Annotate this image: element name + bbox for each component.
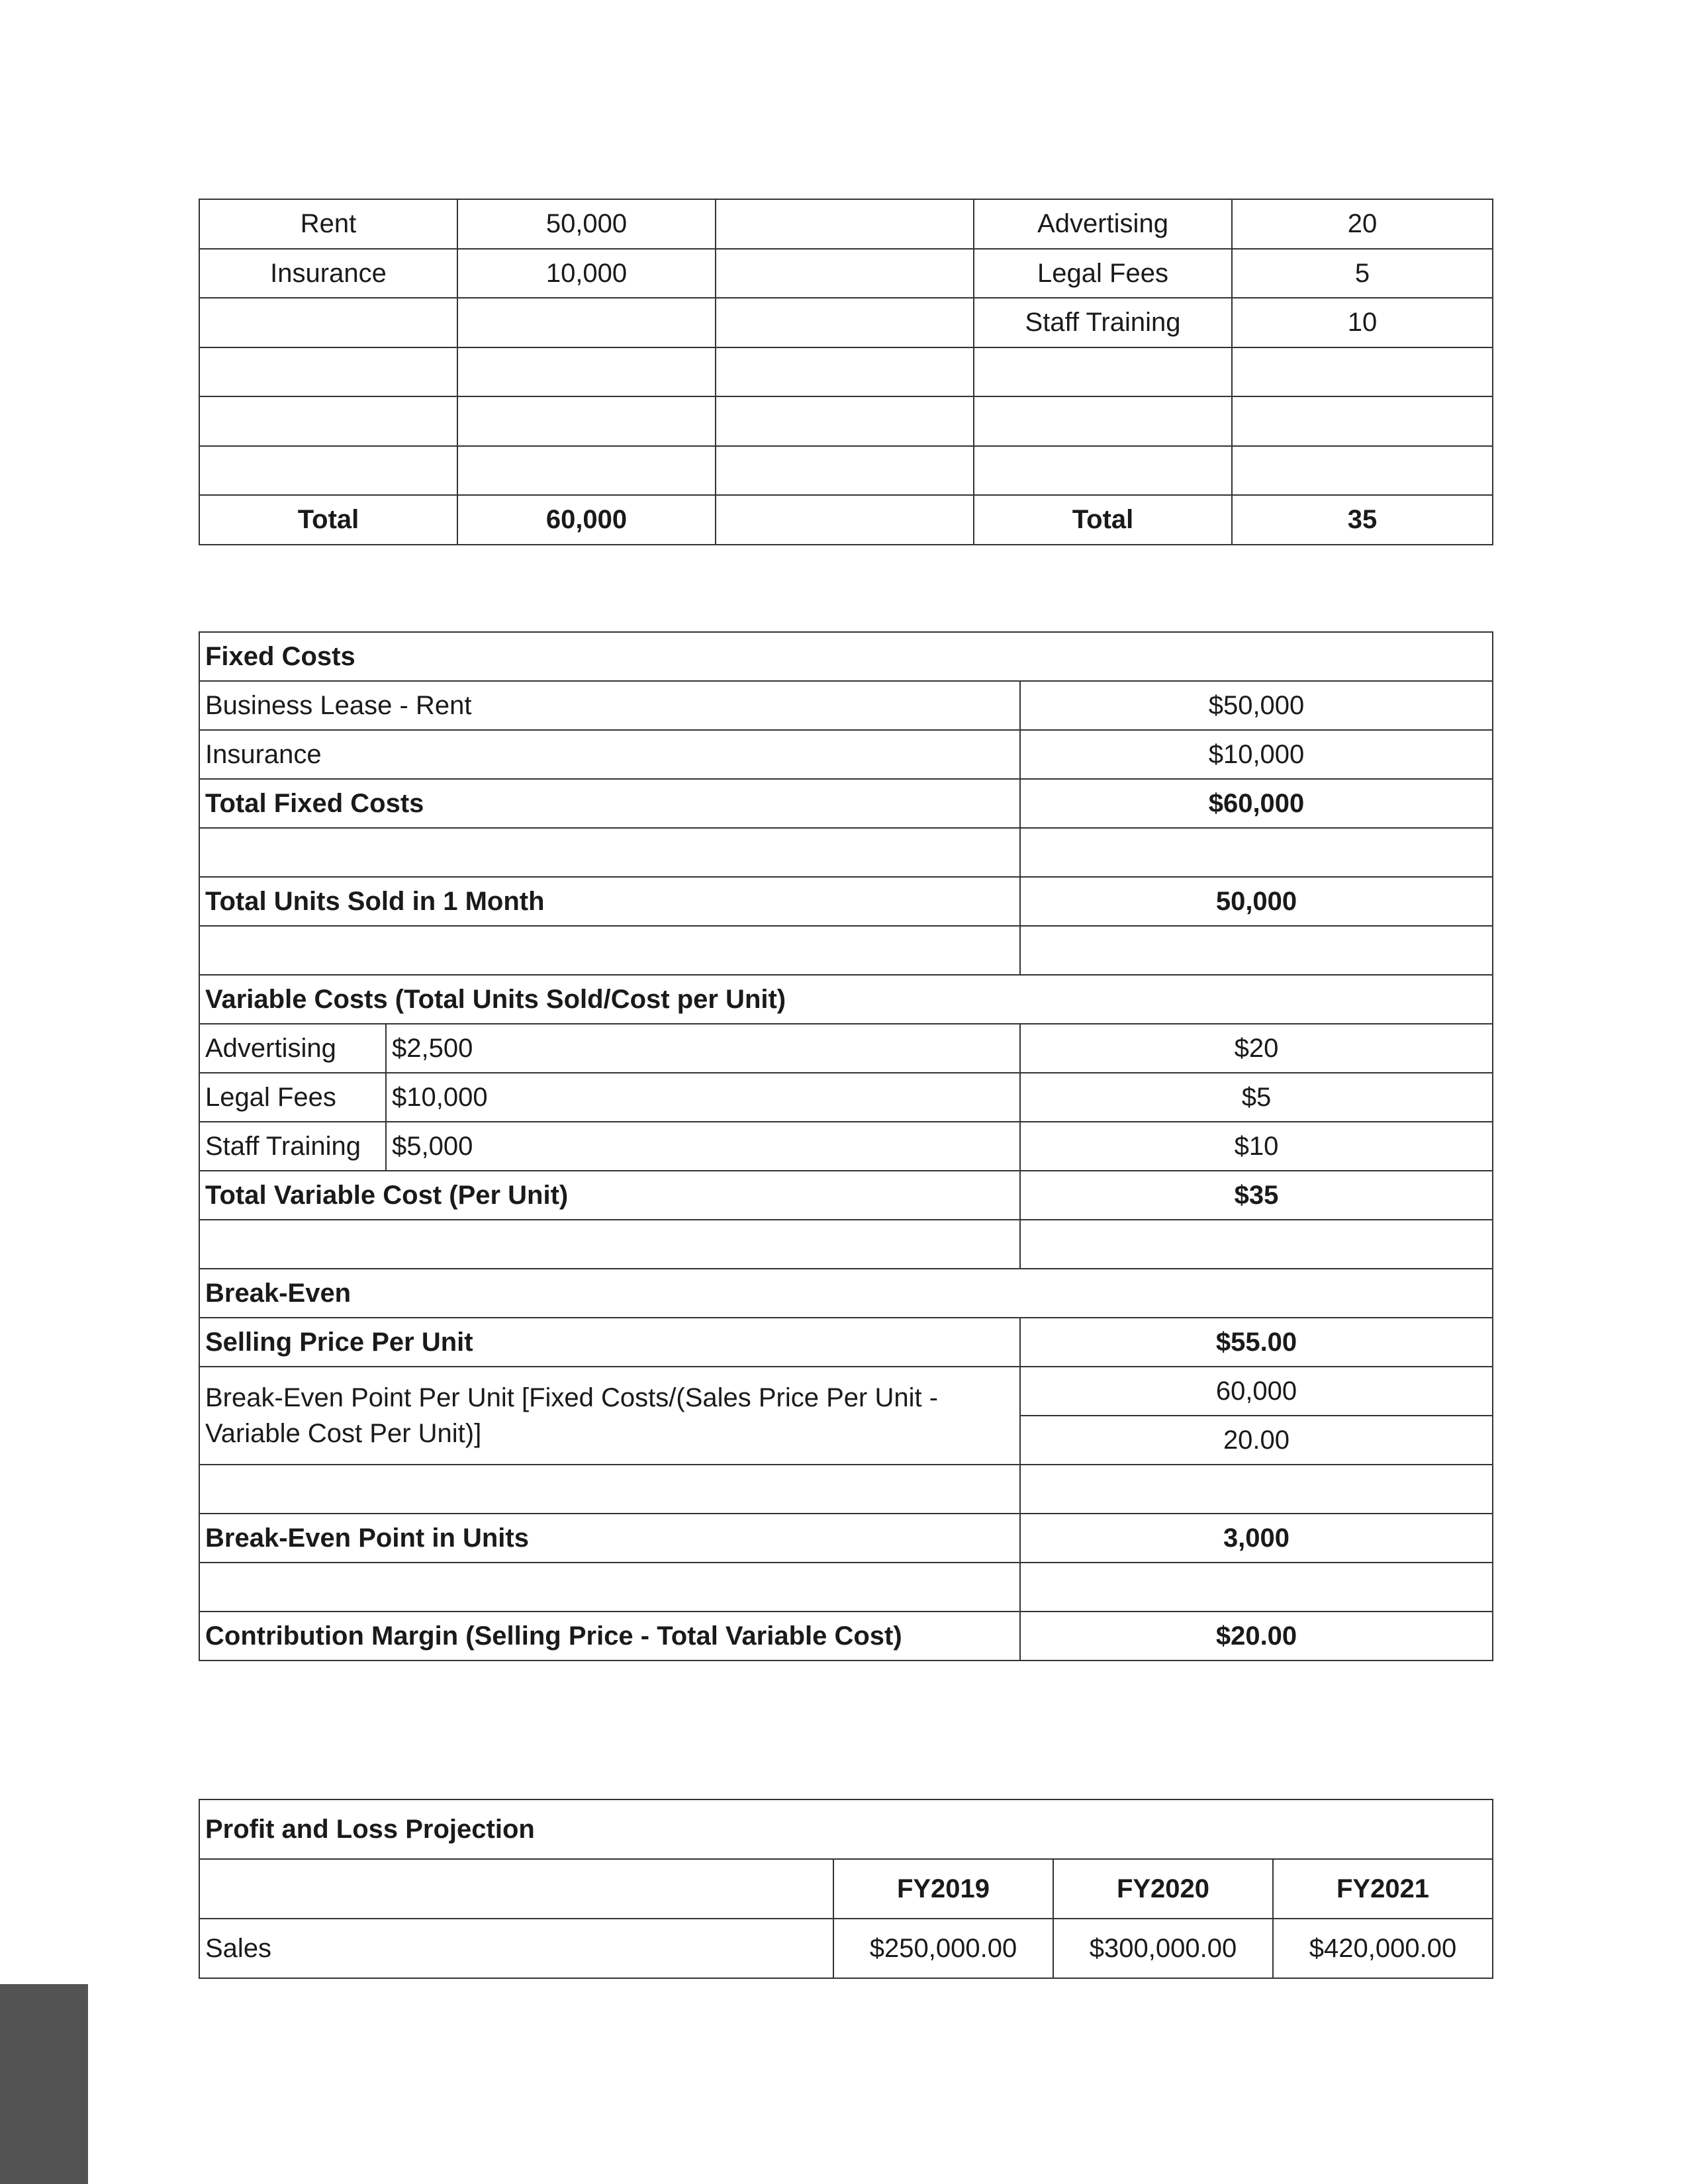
- contribution-margin-row: [199, 1612, 1493, 1661]
- total-variable-value: $35: [1020, 1171, 1493, 1220]
- summary-cell: [974, 446, 1232, 496]
- variable-item-row: [199, 1073, 1493, 1122]
- summary-row: [199, 298, 1493, 347]
- bep-label: Break-Even Point Per Unit [Fixed Costs/(Sales Price Per Unit - Variable Cost Per Unit)]: [199, 1367, 1020, 1465]
- summary-cell: [199, 446, 457, 496]
- bep-units-label: Break-Even Point in Units: [199, 1514, 1020, 1563]
- year-header: FY2019: [833, 1859, 1053, 1919]
- pnl-title: Profit and Loss Projection: [199, 1799, 1493, 1859]
- variable-item-row: [199, 1024, 1493, 1073]
- variable-costs-header: Variable Costs (Total Units Sold/Cost per Unit): [199, 975, 1493, 1024]
- contribution-margin-label: Contribution Margin (Selling Price - Total Variable Cost): [199, 1612, 1020, 1661]
- blank-row: [199, 926, 1493, 975]
- page-edge-block: [0, 1984, 88, 2184]
- blank-cell: [199, 1465, 1020, 1514]
- cost-summary-table: [199, 199, 1493, 545]
- summary-cell: [1232, 347, 1493, 397]
- sales-value: $250,000.00: [833, 1919, 1053, 1978]
- total-fixed-row: [199, 779, 1493, 828]
- summary-cell: [716, 396, 974, 446]
- year-header: FY2020: [1053, 1859, 1273, 1919]
- variable-item-per-unit: $20: [1020, 1024, 1493, 1073]
- summary-cell: [974, 396, 1232, 446]
- summary-cell: Total: [199, 495, 457, 545]
- summary-row: [199, 396, 1493, 446]
- insurance-value: $10,000: [1020, 730, 1493, 779]
- rent-label: Business Lease - Rent: [199, 681, 1020, 730]
- summary-cell: 35: [1232, 495, 1493, 545]
- rent-row: [199, 681, 1493, 730]
- total-fixed-label: Total Fixed Costs: [199, 779, 1020, 828]
- summary-row: [199, 347, 1493, 397]
- variable-item-name: Staff Training: [200, 1122, 387, 1170]
- summary-cell: 10,000: [457, 249, 716, 298]
- bep-row: [199, 1367, 1493, 1416]
- summary-cell: [716, 347, 974, 397]
- blank-cell: [199, 1220, 1020, 1269]
- selling-price-label: Selling Price Per Unit: [199, 1318, 1020, 1367]
- break-even-header: Break-Even: [199, 1269, 1493, 1318]
- summary-row: [199, 199, 1493, 249]
- summary-cell: [199, 396, 457, 446]
- contribution-margin-value: $20.00: [1020, 1612, 1493, 1661]
- units-row: [199, 877, 1493, 926]
- cost-summary-body: [199, 199, 1493, 545]
- variable-item-per-unit: $10: [1020, 1122, 1493, 1171]
- summary-total-row: [199, 495, 1493, 545]
- selling-price-row: [199, 1318, 1493, 1367]
- summary-row: [199, 249, 1493, 298]
- blank-cell: [1020, 1220, 1493, 1269]
- blank-row: [199, 1220, 1493, 1269]
- total-variable-label: Total Variable Cost (Per Unit): [199, 1171, 1020, 1220]
- variable-item-row: [199, 1122, 1493, 1171]
- summary-cell: 20: [1232, 199, 1493, 249]
- insurance-label: Insurance: [199, 730, 1020, 779]
- variable-item-name: Advertising: [200, 1024, 387, 1072]
- summary-row: [199, 446, 1493, 496]
- blank-row: [199, 1465, 1493, 1514]
- variable-item-cell: [199, 1122, 1020, 1171]
- units-value: 50,000: [1020, 877, 1493, 926]
- summary-cell: [716, 249, 974, 298]
- bep-value-1: 60,000: [1020, 1367, 1493, 1416]
- total-variable-row: [199, 1171, 1493, 1220]
- break-even-table: [199, 631, 1493, 1661]
- blank-cell: [1020, 926, 1493, 975]
- summary-cell: [716, 199, 974, 249]
- blank-row: [199, 1563, 1493, 1612]
- break-even-header-row: [199, 1269, 1493, 1318]
- pnl-year-row: [199, 1859, 1493, 1919]
- year-header: FY2021: [1273, 1859, 1493, 1919]
- summary-cell: [974, 347, 1232, 397]
- variable-item-total: $10,000: [392, 1083, 488, 1112]
- variable-item-name: Legal Fees: [200, 1073, 387, 1121]
- summary-cell: Rent: [199, 199, 457, 249]
- bep-value-2: 20.00: [1020, 1416, 1493, 1465]
- summary-cell: [457, 298, 716, 347]
- summary-cell: [716, 495, 974, 545]
- pnl-title-row: [199, 1799, 1493, 1859]
- variable-item-cell: [199, 1024, 1020, 1073]
- summary-cell: Staff Training: [974, 298, 1232, 347]
- summary-cell: [199, 298, 457, 347]
- summary-cell: Total: [974, 495, 1232, 545]
- fixed-costs-header: Fixed Costs: [199, 632, 1493, 681]
- sales-value: $420,000.00: [1273, 1919, 1493, 1978]
- fixed-costs-header-row: [199, 632, 1493, 681]
- summary-cell: Legal Fees: [974, 249, 1232, 298]
- summary-cell: [457, 347, 716, 397]
- summary-cell: Insurance: [199, 249, 457, 298]
- summary-cell: Advertising: [974, 199, 1232, 249]
- sales-row: [199, 1919, 1493, 1978]
- summary-cell: [199, 347, 457, 397]
- summary-cell: [716, 446, 974, 496]
- pnl-table: [199, 1799, 1493, 1979]
- total-fixed-value: $60,000: [1020, 779, 1493, 828]
- bep-units-value: 3,000: [1020, 1514, 1493, 1563]
- blank-cell: [199, 1563, 1020, 1612]
- summary-cell: [1232, 446, 1493, 496]
- summary-cell: [1232, 396, 1493, 446]
- variable-item-total: $2,500: [392, 1034, 473, 1063]
- blank-cell: [1020, 1563, 1493, 1612]
- blank-cell: [199, 828, 1020, 877]
- variable-item-per-unit: $5: [1020, 1073, 1493, 1122]
- blank-cell: [199, 1859, 833, 1919]
- blank-row: [199, 828, 1493, 877]
- blank-cell: [199, 926, 1020, 975]
- units-label: Total Units Sold in 1 Month: [199, 877, 1020, 926]
- sales-value: $300,000.00: [1053, 1919, 1273, 1978]
- sales-label: Sales: [199, 1919, 833, 1978]
- summary-cell: [457, 446, 716, 496]
- blank-cell: [1020, 828, 1493, 877]
- summary-cell: [457, 396, 716, 446]
- bep-units-row: [199, 1514, 1493, 1563]
- rent-value: $50,000: [1020, 681, 1493, 730]
- summary-cell: 10: [1232, 298, 1493, 347]
- summary-cell: [716, 298, 974, 347]
- blank-cell: [1020, 1465, 1493, 1514]
- summary-cell: 50,000: [457, 199, 716, 249]
- summary-cell: 5: [1232, 249, 1493, 298]
- selling-price-value: $55.00: [1020, 1318, 1493, 1367]
- insurance-row: [199, 730, 1493, 779]
- variable-item-cell: [199, 1073, 1020, 1122]
- summary-cell: 60,000: [457, 495, 716, 545]
- variable-costs-header-row: [199, 975, 1493, 1024]
- variable-item-total: $5,000: [392, 1132, 473, 1161]
